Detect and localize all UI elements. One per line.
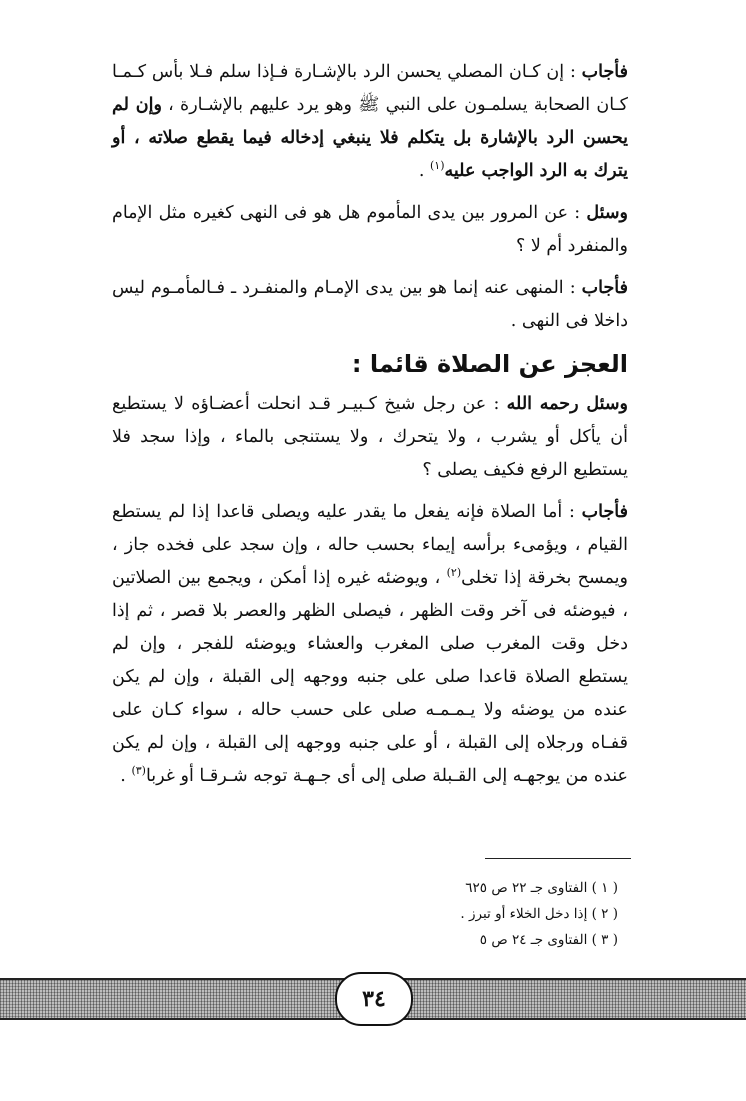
paragraph-end: . — [120, 766, 132, 786]
footnotes — [300, 875, 618, 953]
footnote-divider — [485, 858, 631, 859]
footnote-item: ( ١ ) الفتاوى جـ ٢٢ ص ٦٢٥ — [465, 880, 618, 896]
lead-word: فأجاب — [581, 502, 628, 522]
paragraph-end: . — [418, 161, 430, 181]
paragraph-text: : عن رجل شيخ كـبيـر قـد انحلت أعضـاؤه لا يستطيع أن يأكل أو يشرب ، ولا يتحرك ، ولا يستنجى بالماء ، وإذا سجد فلا يستطيع الرفع فكيف يصلى ؟ — [112, 394, 628, 480]
paragraph-text: : إن كـان المصلي يحسن الرد بالإشـارة فـإذا سلم فـلا بأس كـمـا كـان الصحابة يسلمـون على النبي ﷺ وهو يرد عليهم بالإشـارة ، — [112, 62, 628, 115]
page-number: ٣٤ — [335, 972, 413, 1026]
paragraph-answer-2 — [112, 272, 628, 338]
footnote-item: ( ٢ ) إذا دخل الخلاء أو تبرز . — [460, 906, 618, 922]
section-heading: العجز عن الصلاة قائما : — [351, 350, 628, 378]
page-body — [112, 56, 628, 793]
lead-word: وسئل — [586, 203, 628, 223]
bold-sentence: وإن لم يحسن الرد بالإشارة بل يتكلم فلا ينبغي إدخاله فيما يقطع صلاته ، أو يترك به الرد الواجب عليه — [112, 95, 628, 181]
footnote-ref[interactable]: (١) — [429, 159, 445, 173]
paragraph-text: : أما الصلاة فإنه يفعل ما يقدر عليه ويصلى قاعدا إذا لم يستطع القيام ، ويؤمىء برأسه إيماء بحسب حاله ، وإن سجد على فخده جاز ، ويمسح بخرقة إذا تخلى — [112, 502, 628, 588]
paragraph-text: ، ويوضئه غيره إذا أمكن ، ويجمع بين الصلاتين ، فيوضئه فى آخر وقت الظهر ، فيصلى الظهر والعصر بلا قصر ، ثم إذا دخل وقت المغرب صلى المغرب والعشاء ويوضئه للفجر ، وإن لم يستطع الصلاة قاعدا صلى على جنبه ووجهه إلى القبلة ، وإن لم يكن عنده من يوضئه ولا يـمـمـه صلى على حسب حاله ، سواء كـان على قفـاه ورجلاه إلى القبلة ، أو على جنبه ووجهه إلى القبلة ، وإن لم يكن عنده من يوجهـه إلى القـبلة صلى إلى أى جـهـة توجه شـرقـا أو غربا — [112, 568, 628, 786]
paragraph-answer-3 — [112, 496, 628, 793]
paragraph-answer-1 — [112, 56, 628, 188]
lead-word: وسئل رحمه الله — [506, 394, 628, 414]
footnote-ref[interactable]: (٣) — [131, 764, 146, 778]
paragraph-question-1 — [112, 197, 628, 263]
footnote-item: ( ٣ ) الفتاوى جـ ٢٤ ص ٥ — [479, 932, 618, 948]
paragraph-question-2 — [112, 388, 628, 487]
lead-word: فأجاب — [581, 278, 628, 298]
footnote-ref[interactable]: (٢) — [446, 566, 462, 580]
lead-word: فأجاب — [581, 62, 628, 82]
paragraph-text: : المنهى عنه إنما هو بين يدى الإمـام والمنفـرد ـ فـالمأمـوم ليس داخلا فى النهى . — [112, 278, 628, 331]
paragraph-text: : عن المرور بين يدى المأموم هل هو فى النهى كغيره مثل الإمام والمنفرد أم لا ؟ — [112, 203, 628, 256]
